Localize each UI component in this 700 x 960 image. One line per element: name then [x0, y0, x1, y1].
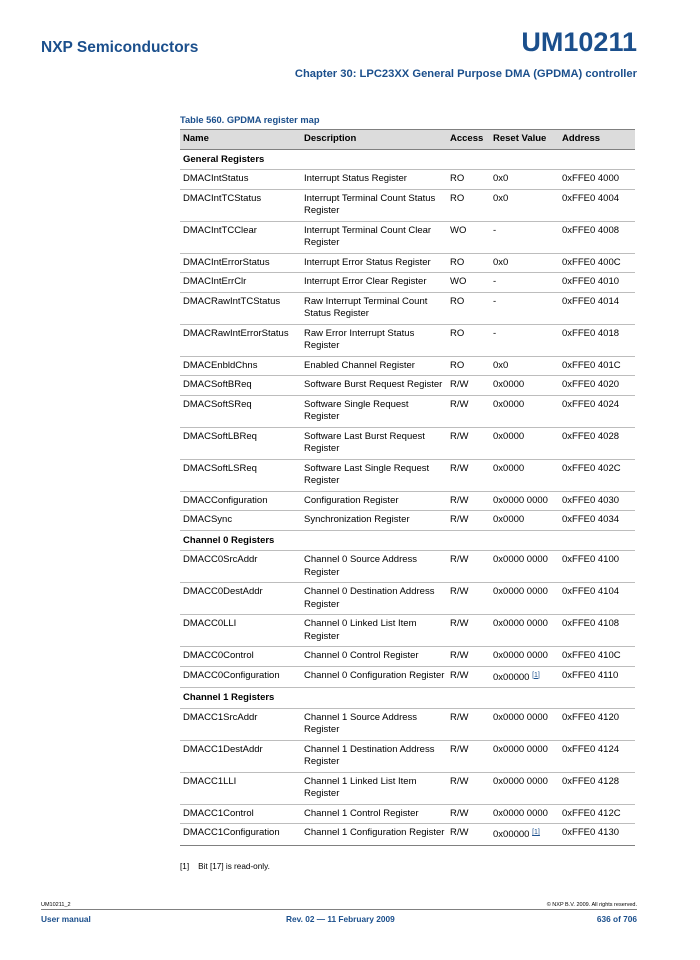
- register-access: R/W: [447, 824, 490, 846]
- footnote-marker: [1]: [180, 862, 190, 871]
- register-name: DMACC0Configuration: [180, 666, 301, 688]
- table-group-row: [180, 530, 635, 551]
- register-access: RO: [447, 356, 490, 376]
- register-address: 0xFFE0 4028: [559, 427, 635, 459]
- table-row: [180, 292, 635, 324]
- footer-page-number: 636 of 706: [596, 914, 637, 924]
- register-reset-value: 0x0000 0000: [490, 615, 559, 647]
- register-address: 0xFFE0 4034: [559, 511, 635, 531]
- register-access: R/W: [447, 666, 490, 688]
- register-name: DMACSoftLBReq: [180, 427, 301, 459]
- register-name: DMACC1Configuration: [180, 824, 301, 846]
- register-name: DMACRawIntTCStatus: [180, 292, 301, 324]
- register-description: Channel 0 Control Register: [301, 647, 447, 667]
- register-access: R/W: [447, 647, 490, 667]
- register-reset-value: -: [490, 324, 559, 356]
- register-name: DMACC0Control: [180, 647, 301, 667]
- register-access: R/W: [447, 708, 490, 740]
- table-group-row: [180, 688, 635, 709]
- register-name: DMACC1Control: [180, 804, 301, 824]
- register-reset-value: 0x0000: [490, 511, 559, 531]
- register-description: Interrupt Error Clear Register: [301, 273, 447, 293]
- register-access: R/W: [447, 583, 490, 615]
- register-address: 0xFFE0 402C: [559, 459, 635, 491]
- footnote-text: Bit [17] is read-only.: [198, 862, 270, 871]
- register-description: Interrupt Error Status Register: [301, 253, 447, 273]
- register-address: 0xFFE0 4104: [559, 583, 635, 615]
- table-row: [180, 221, 635, 253]
- register-address: 0xFFE0 4128: [559, 772, 635, 804]
- register-address: 0xFFE0 4018: [559, 324, 635, 356]
- register-reset-value: 0x0000: [490, 427, 559, 459]
- register-name: DMACSync: [180, 511, 301, 531]
- register-description: Software Single Request Register: [301, 395, 447, 427]
- reset-value-text: 0x00000: [493, 671, 530, 683]
- register-name: DMACC1SrcAddr: [180, 708, 301, 740]
- register-name: DMACSoftBReq: [180, 376, 301, 396]
- register-address: 0xFFE0 400C: [559, 253, 635, 273]
- register-description: Synchronization Register: [301, 511, 447, 531]
- register-reset-value: 0x0000 0000: [490, 708, 559, 740]
- table-row: [180, 511, 635, 531]
- register-map-table: [180, 129, 635, 846]
- register-description: Raw Interrupt Terminal Count Status Register: [301, 292, 447, 324]
- register-name: DMACRawIntErrorStatus: [180, 324, 301, 356]
- register-access: RO: [447, 324, 490, 356]
- table-row: [180, 324, 635, 356]
- register-description: Interrupt Terminal Count Status Register: [301, 189, 447, 221]
- register-address: 0xFFE0 4120: [559, 708, 635, 740]
- register-name: DMACSoftLSReq: [180, 459, 301, 491]
- register-reset-value: 0x0000 0000: [490, 491, 559, 511]
- register-description: Interrupt Terminal Count Clear Register: [301, 221, 447, 253]
- register-name: DMACIntTCClear: [180, 221, 301, 253]
- register-name: DMACC0LLI: [180, 615, 301, 647]
- footer-doc-type: User manual: [41, 914, 91, 924]
- table-header-row: [180, 130, 635, 150]
- register-access: R/W: [447, 511, 490, 531]
- register-address: 0xFFE0 4130: [559, 824, 635, 846]
- table-row: [180, 666, 635, 688]
- table-group-row: [180, 149, 635, 170]
- register-access: RO: [447, 292, 490, 324]
- table-row: [180, 189, 635, 221]
- table-body: [180, 149, 635, 845]
- table-row: [180, 740, 635, 772]
- footnote: [180, 862, 270, 871]
- register-name: DMACSoftSReq: [180, 395, 301, 427]
- register-description: Channel 1 Source Address Register: [301, 708, 447, 740]
- register-reset-value: 0x0000 0000: [490, 583, 559, 615]
- register-description: Channel 1 Configuration Register: [301, 824, 447, 846]
- register-description: Interrupt Status Register: [301, 170, 447, 190]
- footnote-reference-link[interactable]: [1]: [532, 671, 540, 679]
- register-description: Channel 0 Source Address Register: [301, 551, 447, 583]
- register-description: Channel 1 Destination Address Register: [301, 740, 447, 772]
- register-description: Software Burst Request Register: [301, 376, 447, 396]
- register-reset-value: 0x0: [490, 189, 559, 221]
- register-access: R/W: [447, 772, 490, 804]
- table-row: [180, 708, 635, 740]
- table-row: [180, 253, 635, 273]
- register-reset-value: 0x0000 0000: [490, 647, 559, 667]
- column-header-access: Access: [447, 130, 490, 150]
- register-reset-value: 0x0000: [490, 376, 559, 396]
- register-access: R/W: [447, 459, 490, 491]
- column-header-reset-value: Reset Value: [490, 130, 559, 150]
- register-description: Channel 1 Linked List Item Register: [301, 772, 447, 804]
- register-description: Channel 0 Configuration Register: [301, 666, 447, 688]
- table-row: [180, 427, 635, 459]
- footer-revision: Rev. 02 — 11 February 2009: [286, 914, 395, 924]
- register-reset-value: 0x0000 0000: [490, 740, 559, 772]
- register-access: RO: [447, 253, 490, 273]
- register-address: 0xFFE0 410C: [559, 647, 635, 667]
- register-address: 0xFFE0 4000: [559, 170, 635, 190]
- register-description: Software Last Burst Request Register: [301, 427, 447, 459]
- register-address: 0xFFE0 4010: [559, 273, 635, 293]
- table-row: [180, 170, 635, 190]
- register-reset-value: 0x0: [490, 356, 559, 376]
- register-access: R/W: [447, 376, 490, 396]
- register-access: RO: [447, 170, 490, 190]
- register-reset-value: 0x0000 0000: [490, 804, 559, 824]
- reset-value-text: 0x00000: [493, 829, 530, 840]
- footnote-reference-link[interactable]: [1]: [532, 829, 540, 836]
- chapter-title: Chapter 30: LPC23XX General Purpose DMA (GPDMA) controller: [294, 68, 637, 80]
- register-name: DMACC1DestAddr: [180, 740, 301, 772]
- footer-divider: [41, 909, 637, 910]
- register-name: DMACC1LLI: [180, 772, 301, 804]
- register-reset-value: 0x0000: [490, 459, 559, 491]
- register-access: WO: [447, 273, 490, 293]
- register-description: Software Last Single Request Register: [301, 459, 447, 491]
- register-reset-value: 0x0000 0000: [490, 772, 559, 804]
- register-name: DMACC0DestAddr: [180, 583, 301, 615]
- register-reset-value: 0x0000 0000: [490, 551, 559, 583]
- register-address: 0xFFE0 4100: [559, 551, 635, 583]
- table-row: [180, 459, 635, 491]
- register-name: DMACConfiguration: [180, 491, 301, 511]
- table-row: [180, 551, 635, 583]
- register-reset-value: [490, 824, 559, 846]
- table-row: [180, 356, 635, 376]
- table-row: [180, 804, 635, 824]
- register-description: Raw Error Interrupt Status Register: [301, 324, 447, 356]
- table-row: [180, 376, 635, 396]
- group-heading: Channel 1 Registers: [180, 688, 635, 709]
- register-reset-value: -: [490, 292, 559, 324]
- register-description: Configuration Register: [301, 491, 447, 511]
- register-name: DMACIntTCStatus: [180, 189, 301, 221]
- document-id: UM10211: [521, 27, 637, 57]
- column-header-name: Name: [180, 130, 301, 150]
- column-header-address: Address: [559, 130, 635, 150]
- register-description: Enabled Channel Register: [301, 356, 447, 376]
- register-name: DMACIntErrorStatus: [180, 253, 301, 273]
- register-reset-value: [490, 666, 559, 688]
- footer-copyright: © NXP B.V. 2009. All rights reserved.: [546, 902, 637, 908]
- register-access: R/W: [447, 804, 490, 824]
- table-row: [180, 647, 635, 667]
- register-address: 0xFFE0 4004: [559, 189, 635, 221]
- table-row: [180, 615, 635, 647]
- register-address: 0xFFE0 4110: [559, 666, 635, 688]
- table-row: [180, 824, 635, 846]
- register-access: R/W: [447, 740, 490, 772]
- column-header-description: Description: [301, 130, 447, 150]
- register-reset-value: -: [490, 221, 559, 253]
- register-name: DMACIntStatus: [180, 170, 301, 190]
- table-row: [180, 491, 635, 511]
- register-address: 0xFFE0 412C: [559, 804, 635, 824]
- register-name: DMACC0SrcAddr: [180, 551, 301, 583]
- register-access: R/W: [447, 427, 490, 459]
- table-row: [180, 772, 635, 804]
- register-reset-value: 0x0000: [490, 395, 559, 427]
- register-access: WO: [447, 221, 490, 253]
- table-row: [180, 395, 635, 427]
- register-name: DMACEnbldChns: [180, 356, 301, 376]
- register-access: RO: [447, 189, 490, 221]
- register-name: DMACIntErrClr: [180, 273, 301, 293]
- company-name: NXP Semiconductors: [41, 39, 199, 56]
- register-address: 0xFFE0 4108: [559, 615, 635, 647]
- register-address: 0xFFE0 401C: [559, 356, 635, 376]
- register-access: R/W: [447, 615, 490, 647]
- register-access: R/W: [447, 395, 490, 427]
- register-description: Channel 0 Linked List Item Register: [301, 615, 447, 647]
- table-caption: Table 560. GPDMA register map: [180, 115, 320, 125]
- footer-doc-ref: UM10211_2: [41, 902, 71, 908]
- register-address: 0xFFE0 4008: [559, 221, 635, 253]
- group-heading: General Registers: [180, 149, 635, 170]
- register-address: 0xFFE0 4020: [559, 376, 635, 396]
- group-heading: Channel 0 Registers: [180, 530, 635, 551]
- register-access: R/W: [447, 491, 490, 511]
- register-address: 0xFFE0 4124: [559, 740, 635, 772]
- register-address: 0xFFE0 4030: [559, 491, 635, 511]
- table-row: [180, 273, 635, 293]
- register-access: R/W: [447, 551, 490, 583]
- register-address: 0xFFE0 4024: [559, 395, 635, 427]
- register-reset-value: 0x0: [490, 253, 559, 273]
- register-address: 0xFFE0 4014: [559, 292, 635, 324]
- register-description: Channel 1 Control Register: [301, 804, 447, 824]
- table-row: [180, 583, 635, 615]
- register-description: Channel 0 Destination Address Register: [301, 583, 447, 615]
- register-reset-value: 0x0: [490, 170, 559, 190]
- register-reset-value: -: [490, 273, 559, 293]
